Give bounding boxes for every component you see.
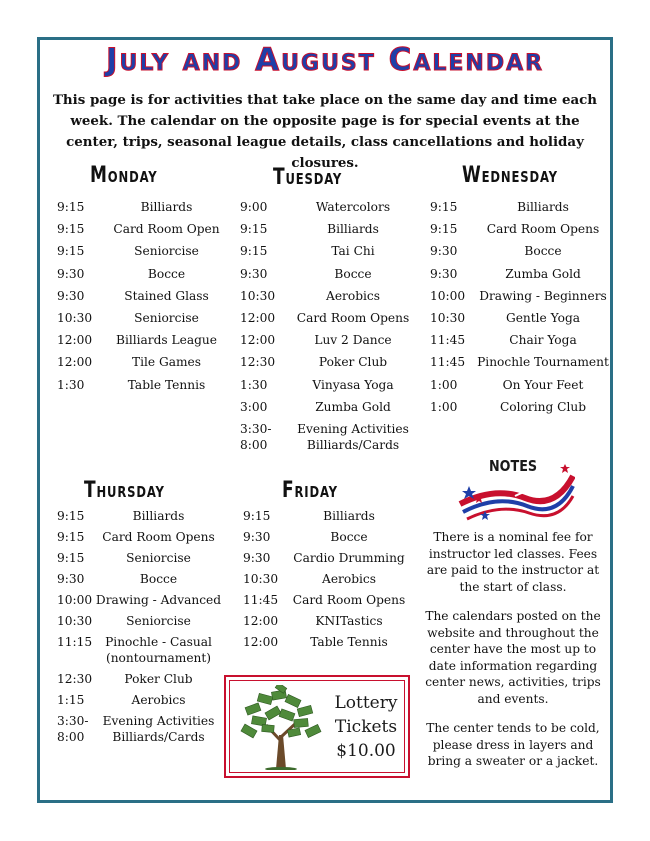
activity-name: Zumba Gold bbox=[505, 266, 581, 281]
monday-schedule-row bbox=[57, 310, 232, 326]
wednesday-schedule-row bbox=[430, 221, 612, 237]
friday-schedule-row bbox=[243, 634, 413, 650]
activity-time: 9:15 bbox=[57, 551, 85, 565]
activity-time: 9:15 bbox=[240, 244, 268, 259]
activity-time: 12:00 bbox=[243, 614, 279, 628]
monday-heading: Monday bbox=[90, 163, 158, 188]
activity-name: Billiards bbox=[517, 200, 569, 214]
thursday-schedule-row bbox=[57, 634, 222, 666]
activity-time: 9:30 bbox=[430, 244, 458, 259]
activity-name: Billiards bbox=[132, 509, 185, 523]
activity-time: 9:30 bbox=[240, 266, 268, 281]
activity-time: 9:15 bbox=[57, 530, 85, 544]
activity-name: Seniorcise bbox=[134, 244, 199, 259]
activity-name: Drawing - Advanced bbox=[95, 593, 222, 607]
activity-time: 9:30 bbox=[243, 530, 271, 544]
friday-schedule-row bbox=[243, 508, 413, 524]
wednesday-schedule-row bbox=[430, 310, 612, 326]
monday-schedule-row bbox=[57, 266, 232, 282]
friday-heading: Friday bbox=[282, 478, 338, 503]
monday-schedule-row bbox=[57, 377, 232, 393]
page-subtitle: This page is for activities that take place on the same day and time each week. The calendar on the opposite page is for special events at the center, trips, seasonal league details, class cancellations and holiday closures. bbox=[52, 92, 598, 171]
tuesday-schedule-row bbox=[240, 243, 422, 259]
activity-time: 1:30 bbox=[240, 377, 268, 392]
activity-name: Aerobics bbox=[131, 693, 186, 707]
friday-schedule-row bbox=[243, 571, 413, 587]
activity-name: Gentle Yoga bbox=[505, 311, 581, 325]
activity-name: Cardio Drumming bbox=[293, 551, 405, 565]
thursday-schedule-row bbox=[57, 508, 222, 524]
friday-schedule-row bbox=[243, 550, 413, 566]
activity-time: 10:30 bbox=[430, 311, 466, 325]
tuesday-schedule-row bbox=[240, 310, 422, 326]
monday-schedule-row bbox=[57, 354, 232, 370]
lottery-line2: Tickets bbox=[334, 717, 398, 737]
thursday-heading: Thursday bbox=[84, 478, 165, 503]
activity-time: 9:15 bbox=[57, 509, 85, 523]
friday-schedule-row bbox=[243, 529, 413, 545]
activity-name: Evening Activities Billiards/Cards bbox=[297, 422, 409, 452]
tuesday-schedule-row bbox=[240, 332, 422, 348]
activity-time: 12:30 bbox=[240, 355, 276, 370]
activity-time: 10:00 bbox=[430, 288, 466, 303]
activity-name: Evening Activities Billiards/Cards bbox=[102, 714, 215, 744]
activity-name: Table Tennis bbox=[127, 377, 206, 392]
activity-time: 10:30 bbox=[57, 614, 93, 628]
monday-schedule-row bbox=[57, 243, 232, 259]
activity-time: 9:15 bbox=[430, 200, 458, 214]
activity-time: 12:00 bbox=[57, 333, 93, 348]
notes-fee-paragraph: There is a nominal fee for instructor led classes. Fees are paid to the instructor at the start of class. bbox=[426, 530, 600, 594]
activity-time: 9:30 bbox=[57, 288, 85, 303]
lottery-line1: Lottery bbox=[334, 693, 398, 713]
activity-time: 10:00 bbox=[57, 593, 93, 607]
notes-calendar-paragraph: The calendars posted on the website and throughout the center have the most up to date information regarding center news, activities, trips and events. bbox=[425, 609, 601, 706]
activity-name: Drawing - Beginners bbox=[479, 288, 607, 303]
tuesday-schedule-row bbox=[240, 221, 422, 237]
lottery-price: $10.00 bbox=[336, 741, 396, 761]
activity-time: 10:30 bbox=[243, 572, 279, 586]
tuesday-schedule-row bbox=[240, 354, 422, 370]
tuesday-schedule-row bbox=[240, 377, 422, 393]
activity-time: 9:00 bbox=[240, 200, 268, 214]
activity-name: Table Tennis bbox=[310, 635, 388, 649]
activity-time: 11:15 bbox=[57, 635, 93, 649]
activity-time: 9:15 bbox=[57, 222, 85, 237]
activity-time: 3:30- 8:00 bbox=[240, 422, 272, 452]
activity-time: 9:30 bbox=[243, 551, 271, 565]
thursday-schedule-row bbox=[57, 692, 222, 708]
friday-schedule-row bbox=[243, 613, 413, 629]
activity-name: Poker Club bbox=[124, 672, 193, 686]
activity-name: Tai Chi bbox=[331, 244, 375, 259]
activity-name: Seniorcise bbox=[126, 551, 191, 565]
wednesday-schedule-row bbox=[430, 288, 612, 304]
activity-name: Card Room Opens bbox=[296, 311, 410, 325]
tuesday-schedule-row bbox=[240, 399, 422, 415]
activity-name: Bocce bbox=[330, 530, 368, 544]
activity-name: Billiards bbox=[323, 509, 375, 523]
activity-name: Stained Glass bbox=[124, 288, 209, 303]
tuesday-schedule-row bbox=[240, 288, 422, 304]
activity-time: 1:15 bbox=[57, 693, 85, 707]
activity-name: Bocce bbox=[147, 266, 186, 281]
activity-name: Card Room Opens bbox=[102, 530, 215, 544]
activity-time: 9:15 bbox=[240, 222, 268, 237]
wednesday-schedule-row bbox=[430, 243, 612, 259]
thursday-schedule-row bbox=[57, 613, 222, 629]
activity-time: 12:30 bbox=[57, 672, 93, 686]
activity-time: 9:30 bbox=[57, 266, 85, 281]
thursday-schedule-row bbox=[57, 671, 222, 687]
friday-schedule-row bbox=[243, 592, 413, 608]
thursday-schedule-row bbox=[57, 571, 222, 587]
activity-time: 9:30 bbox=[57, 572, 85, 586]
activity-time: 11:45 bbox=[243, 593, 279, 607]
activity-time: 12:00 bbox=[240, 311, 276, 325]
thursday-schedule-row bbox=[57, 592, 222, 608]
money-tree-icon bbox=[236, 685, 324, 770]
activity-name: Billiards League bbox=[115, 333, 217, 348]
activity-time: 12:00 bbox=[240, 333, 276, 348]
activity-name: On Your Feet bbox=[502, 377, 584, 392]
activity-name: Zumba Gold bbox=[315, 399, 391, 414]
activity-name: Poker Club bbox=[318, 355, 388, 370]
wednesday-heading: Wednesday bbox=[462, 163, 558, 188]
lottery-tickets-box bbox=[224, 675, 410, 778]
activity-time: 1:00 bbox=[430, 399, 458, 414]
activity-name: Billiards bbox=[327, 222, 379, 237]
activity-name: KNITastics bbox=[315, 614, 383, 628]
activity-name: Seniorcise bbox=[134, 311, 199, 325]
tuesday-schedule-row bbox=[240, 266, 422, 282]
activity-name: Card Room Opens bbox=[292, 593, 406, 607]
activity-name: Watercolors bbox=[315, 200, 391, 214]
activity-name: Seniorcise bbox=[126, 614, 191, 628]
activity-name: Chair Yoga bbox=[509, 333, 577, 348]
activity-time: 12:00 bbox=[243, 635, 279, 649]
activity-name: Bocce bbox=[334, 266, 372, 281]
activity-time: 9:15 bbox=[57, 244, 85, 259]
activity-time: 11:45 bbox=[430, 333, 466, 348]
activity-name: Bocce bbox=[524, 244, 562, 259]
activity-time: 11:45 bbox=[430, 355, 466, 370]
wednesday-schedule-row bbox=[430, 199, 612, 215]
monday-schedule-row bbox=[57, 332, 232, 348]
wednesday-schedule-row bbox=[430, 354, 612, 370]
page-title: July and August Calendar bbox=[105, 42, 545, 78]
activity-time: 9:30 bbox=[430, 266, 458, 281]
activity-name: Pinochle Tournament bbox=[477, 355, 609, 370]
activity-name: Vinyasa Yoga bbox=[312, 377, 394, 392]
wednesday-schedule-row bbox=[430, 266, 612, 282]
activity-time: 9:15 bbox=[243, 509, 271, 523]
notes-heading: NOTES bbox=[489, 457, 538, 475]
activity-time: 1:30 bbox=[57, 377, 85, 392]
lottery-text bbox=[324, 691, 408, 763]
activity-time: 3:30- 8:00 bbox=[57, 714, 89, 744]
activity-time: 10:30 bbox=[240, 288, 276, 303]
monday-schedule-row bbox=[57, 221, 232, 237]
monday-schedule-row bbox=[57, 288, 232, 304]
activity-time: 1:00 bbox=[430, 377, 458, 392]
activity-name: Aerobics bbox=[322, 572, 376, 586]
activity-name: Card Room Open bbox=[113, 222, 220, 237]
activity-name: Billiards bbox=[140, 200, 193, 214]
thursday-schedule-row bbox=[57, 529, 222, 545]
activity-name: Tile Games bbox=[131, 355, 202, 370]
activity-time: 3:00 bbox=[240, 399, 268, 414]
tuesday-heading: Tuesday bbox=[273, 165, 343, 190]
wednesday-schedule-row bbox=[430, 399, 612, 415]
activity-name: Luv 2 Dance bbox=[314, 333, 392, 348]
activity-name: Card Room Opens bbox=[486, 222, 600, 237]
activity-name: Pinochle - Casual (nontournament) bbox=[105, 635, 212, 665]
thursday-schedule-row bbox=[57, 550, 222, 566]
tuesday-schedule-row bbox=[240, 199, 422, 215]
tuesday-schedule-row bbox=[240, 421, 422, 453]
wednesday-schedule-row bbox=[430, 377, 612, 393]
monday-schedule-row bbox=[57, 199, 232, 215]
notes-cold-paragraph: The center tends to be cold, please dress in layers and bring a sweater or a jacket. bbox=[426, 721, 600, 768]
thursday-schedule-row bbox=[57, 713, 222, 745]
activity-time: 9:15 bbox=[430, 222, 458, 237]
activity-time: 12:00 bbox=[57, 355, 93, 370]
activity-name: Bocce bbox=[139, 572, 178, 586]
activity-time: 9:15 bbox=[57, 200, 85, 214]
activity-time: 10:30 bbox=[57, 311, 93, 325]
activity-name: Coloring Club bbox=[499, 399, 587, 414]
activity-name: Aerobics bbox=[326, 288, 380, 303]
wednesday-schedule-row bbox=[430, 332, 612, 348]
